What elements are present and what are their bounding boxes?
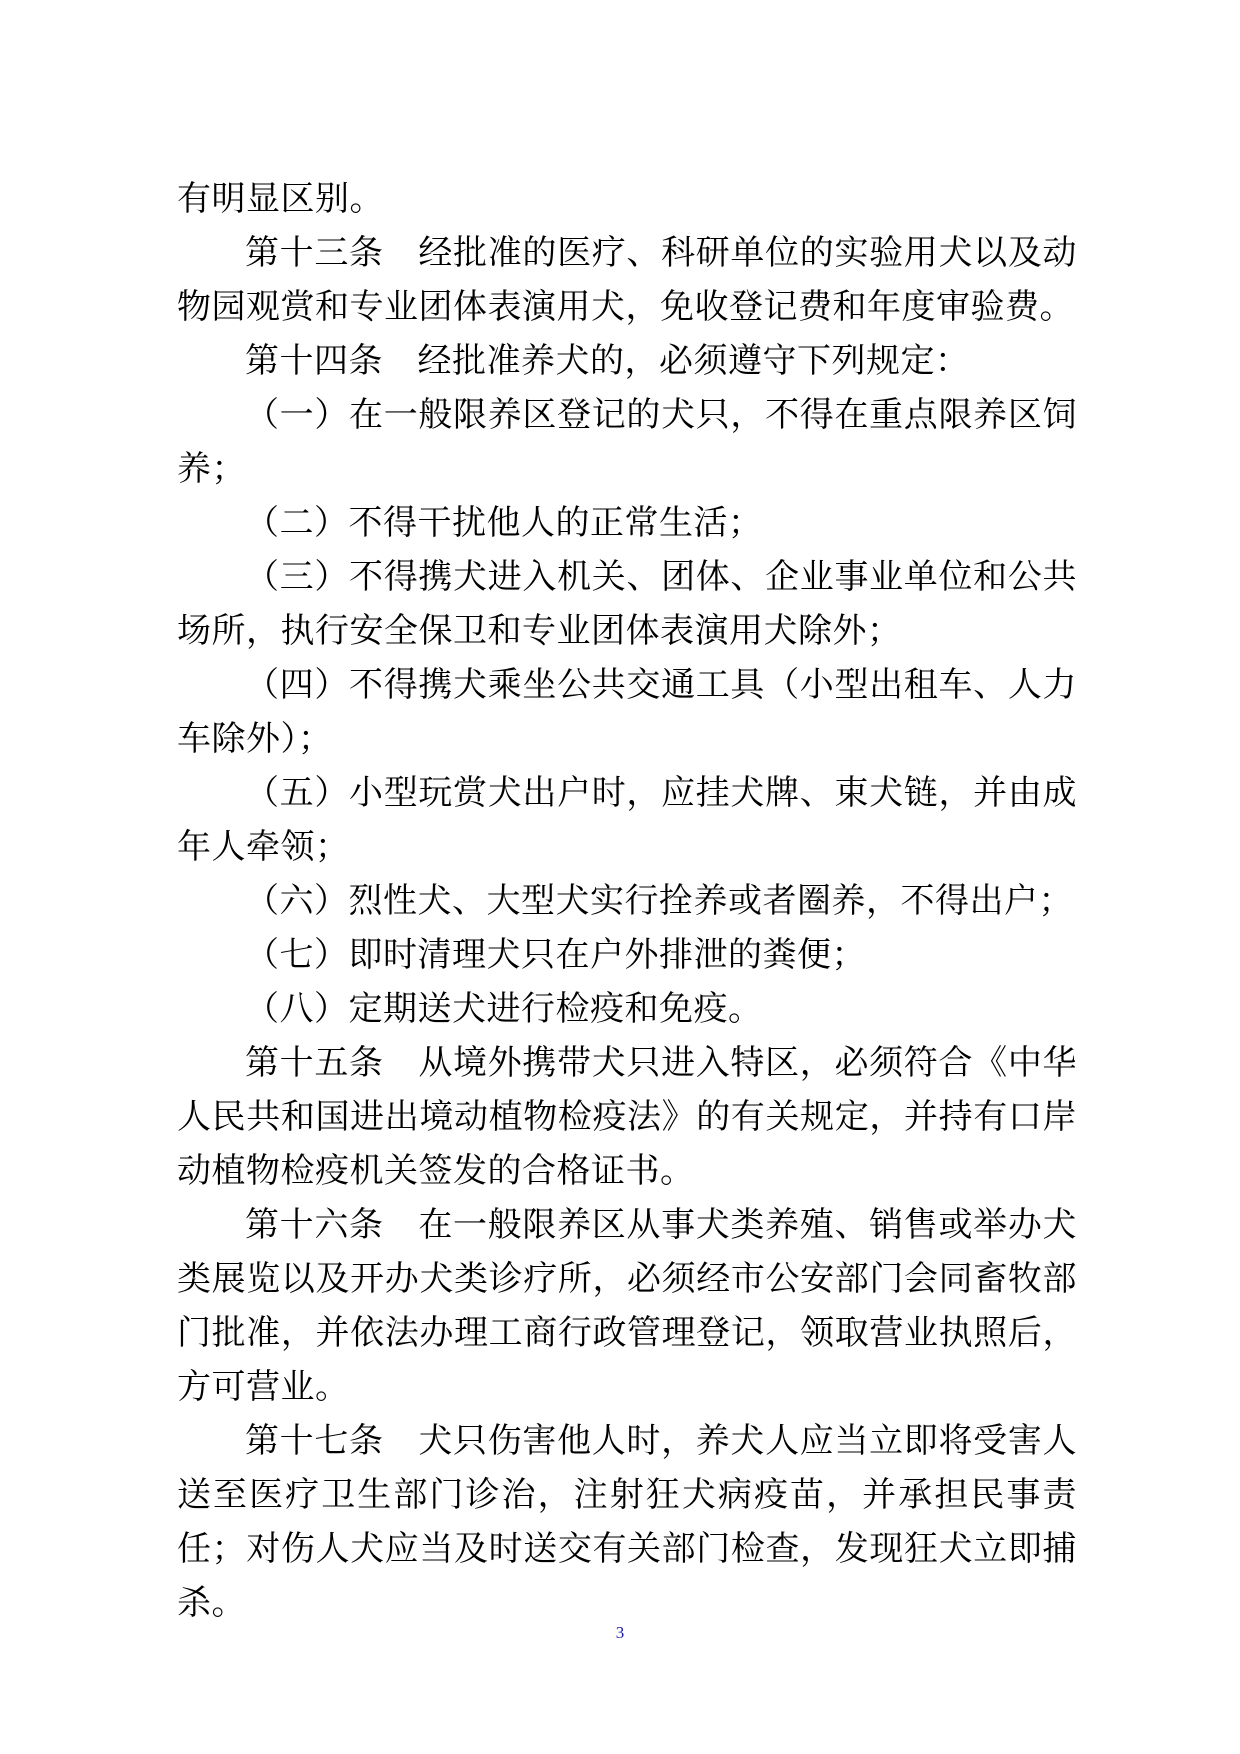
article-14-item-1: （一）在一般限养区登记的犬只，不得在重点限养区饲养； xyxy=(177,395,1077,489)
article-17: 第十七条 犬只伤害他人时，养犬人应当立即将受害人送至医疗卫生部门诊治，注射狂犬病疫苗，并承担民事责任；对伤人犬应当及时送交有关部门检查，发现狂犬立即捕杀。 xyxy=(177,1421,1077,1623)
article-14-item-2: （二）不得干扰他人的正常生活； xyxy=(245,503,763,543)
article-14-item-8: （八）定期送犬进行检疫和免疫。 xyxy=(245,989,763,1029)
article-14-item-4: （四）不得携犬乘坐公共交通工具（小型出租车、人力车除外）； xyxy=(177,665,1077,759)
page-number: 3 xyxy=(615,1623,625,1642)
article-14-item-5: （五）小型玩赏犬出户时，应挂犬牌、束犬链，并由成年人牵领； xyxy=(177,773,1077,867)
article-14-item-6: （六）烈性犬、大型犬实行拴养或者圈养，不得出户； xyxy=(245,881,1073,921)
paragraph-continuation: 有明显区别。 xyxy=(177,179,384,219)
article-14: 第十四条 经批准养犬的，必须遵守下列规定： xyxy=(245,341,970,381)
article-16: 第十六条 在一般限养区从事犬类养殖、销售或举办犬类展览以及开办犬类诊疗所，必须经市公安部门会同畜牧部门批准，并依法办理工商行政管理登记，领取营业执照后，方可营业。 xyxy=(177,1205,1077,1407)
article-13: 第十三条 经批准的医疗、科研单位的实验用犬以及动物园观赏和专业团体表演用犬，免收登记费和年度审验费。 xyxy=(177,233,1077,327)
document-body xyxy=(177,172,1077,1630)
article-14-item-3: （三）不得携犬进入机关、团体、企业事业单位和公共场所，执行安全保卫和专业团体表演用犬除外； xyxy=(177,557,1077,651)
article-14-item-7: （七）即时清理犬只在户外排泄的粪便； xyxy=(245,935,866,975)
article-15: 第十五条 从境外携带犬只进入特区，必须符合《中华人民共和国进出境动植物检疫法》的有关规定，并持有口岸动植物检疫机关签发的合格证书。 xyxy=(177,1043,1077,1191)
